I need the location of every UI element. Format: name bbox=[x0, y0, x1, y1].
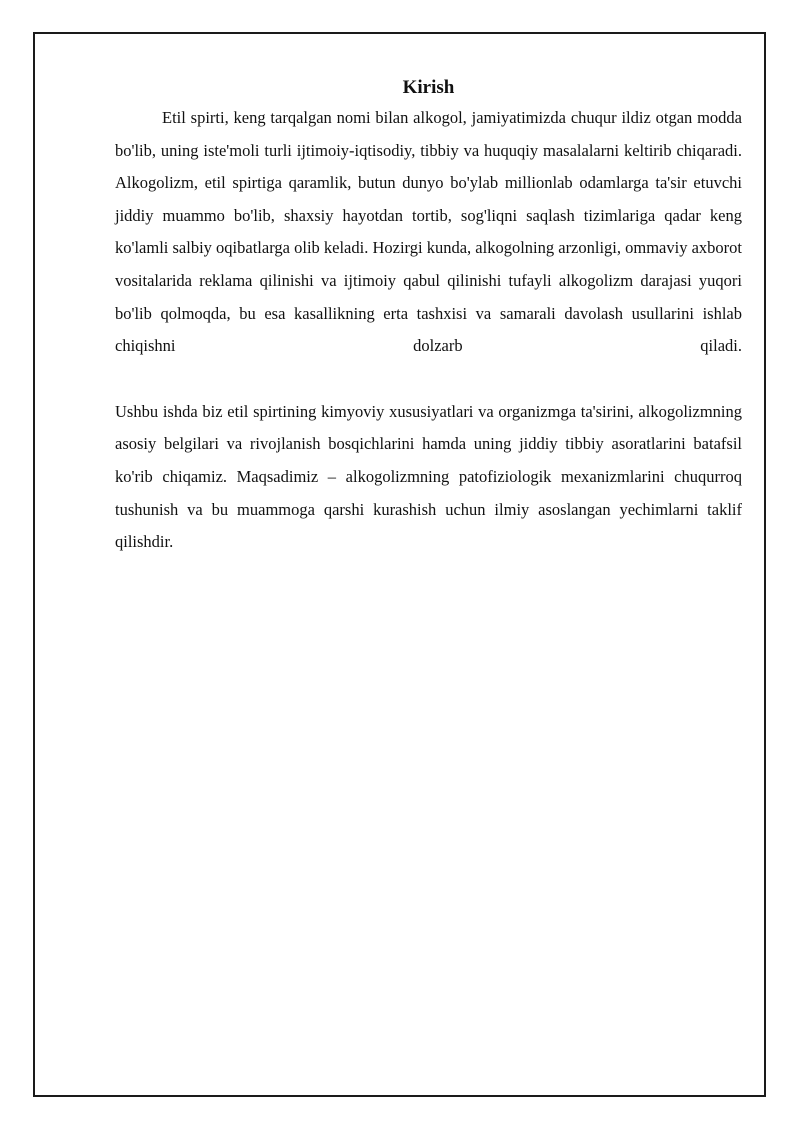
page-title: Kirish bbox=[402, 77, 455, 98]
document-body bbox=[115, 76, 742, 559]
paragraph-intro: Etil spirti, keng tarqalgan nomi bilan alkogol, jamiyatimizda chuqur ildiz otgan modda bo'lib, uning iste'moli turli ijtimoiy-iqtisodiy, tibbiy va huquqiy masalalarni keltirib chiqaradi. Alkogolizm, etil spirtiga qaramlik, butun dunyo bo'ylab millionlab odamlarga ta'sir etuvchi jiddiy muammo bo'lib, shaxsiy hayotdan tortib, sog'liqni saqlash tizimlariga qadar keng ko'lamli salbiy oqibatlarga olib keladi. Hozirgi kunda, alkogolning arzonligi, ommaviy axborot vositalarida reklama qilinishi va ijtimoiy qabul qilinishi tufayli alkogolizm darajasi yuqori bo'lib qolmoqda, bu esa kasallikning erta tashxisi va samarali davolash usullarini ishlab chiqishni dolzarb qiladi. bbox=[115, 108, 742, 356]
paragraph-aim: Ushbu ishda biz etil spirtining kimyoviy xususiyatlari va organizmga ta'sirini, alkogolizmning asosiy belgilari va rivojlanish bosqichlarini hamda uning jiddiy tibbiy asoratlarini batafsil ko'rib chiqamiz. Maqsadimiz – alkogolizmning patofiziologik mexanizmlarini chuqurroq tushunish va bu muammoga qarshi kurashish uchun ilmiy asoslangan yechimlarni taklif qilishdir. bbox=[115, 401, 742, 552]
